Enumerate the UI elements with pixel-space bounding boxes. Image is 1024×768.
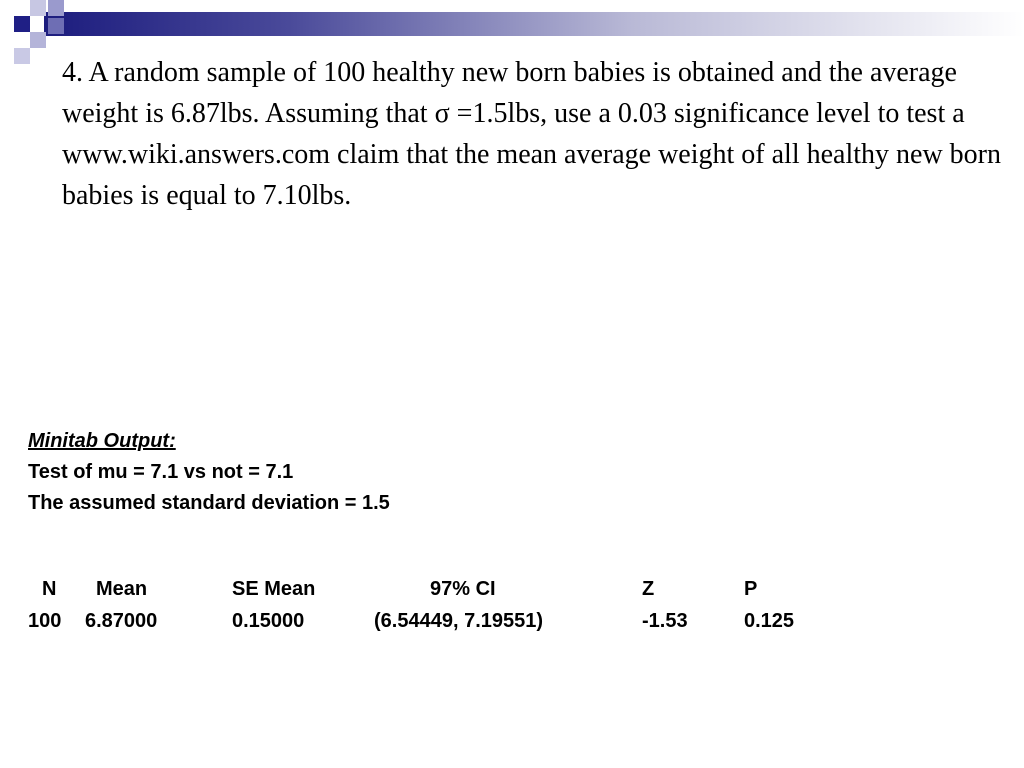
decorative-square-icon (14, 48, 30, 64)
value-n: 100 (28, 610, 62, 632)
value-se-mean: 0.15000 (232, 610, 305, 632)
decorative-square-icon (30, 32, 46, 48)
value-p: 0.125 (744, 610, 795, 632)
header-ci: 97% CI (430, 578, 496, 600)
minitab-output-heading: Minitab Output: (28, 430, 176, 452)
results-table (28, 578, 848, 642)
assumed-sd-line: The assumed standard deviation = 1.5 (28, 492, 390, 514)
problem-statement: 4. A random sample of 100 healthy new born babies is obtained and the average weight is 6.87lbs. Assuming that σ =1.5lbs, use a 0.03 significance level to test a www.wiki.answers.com claim that the mean average weight of all healthy new born babies is equal to 7.10lbs. (62, 57, 1001, 211)
header-gradient-band (44, 12, 1024, 36)
decorative-square-icon (14, 16, 30, 32)
decorative-square-icon (48, 18, 64, 34)
decorative-square-icon (30, 0, 46, 16)
test-hypothesis-line: Test of mu = 7.1 vs not = 7.1 (28, 461, 294, 483)
header-mean: Mean (96, 578, 148, 600)
decorative-square-icon (48, 0, 64, 16)
value-ci: (6.54449, 7.19551) (374, 610, 544, 632)
header-p: P (744, 578, 758, 600)
header-se-mean: SE Mean (232, 578, 316, 600)
value-mean: 6.87000 (85, 610, 158, 632)
header-z: Z (642, 578, 655, 600)
header-n: N (42, 578, 57, 600)
minitab-output (28, 426, 390, 519)
value-z: -1.53 (642, 610, 688, 632)
